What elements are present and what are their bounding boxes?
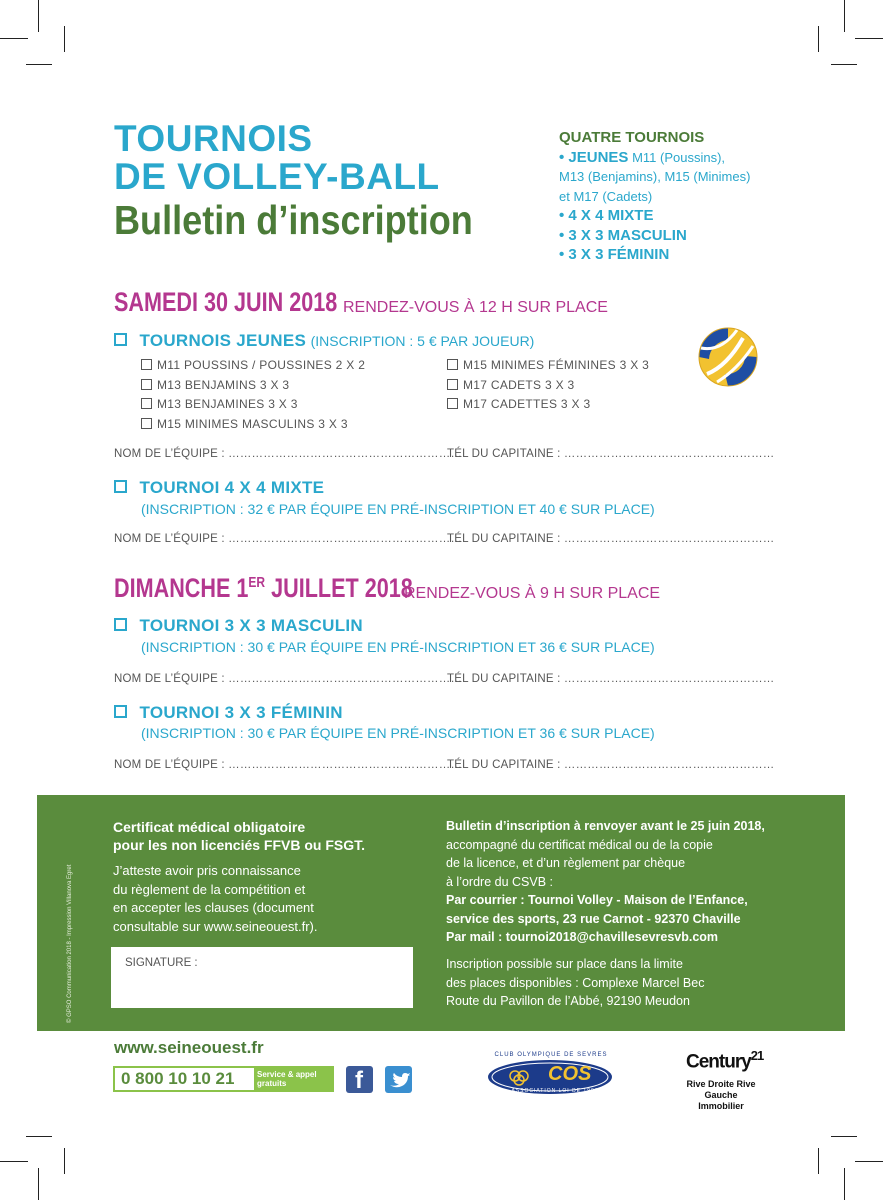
saturday-date: SAMEDI 30 JUIN 2018 [114, 287, 338, 317]
crop-mark [64, 1148, 65, 1174]
mixte-checkbox[interactable] [114, 480, 127, 493]
volleyball-icon [697, 326, 759, 388]
crop-mark [844, 1168, 845, 1200]
captain-phone-field[interactable]: TÉL DU CAPITAINE : ……………………………………………… [447, 759, 775, 771]
category-checkbox[interactable] [141, 418, 152, 429]
cos-top-text: CLUB OLYMPIQUE DE SEVRES [494, 1052, 608, 1058]
certificate-heading-line: pour les non licenciés FFVB ou FSGT. [113, 837, 366, 853]
feminin-note: (INSCRIPTION : 30 € PAR ÉQUIPE EN PRÉ-INSCRIPTION ET 36 € SUR PLACE) [141, 725, 655, 741]
century21-logo [686, 1048, 763, 1073]
summary-jeunes-detail: M11 (Poussins), [632, 149, 726, 165]
captain-phone-field[interactable]: TÉL DU CAPITAINE : ……………………………………………… [447, 533, 775, 545]
team-name-field[interactable]: NOM DE L’ÉQUIPE : …………………………………………………… [114, 673, 463, 685]
phone-tag: Service & appel gratuits [254, 1068, 332, 1090]
phone-number: 0 800 10 10 21 [121, 1069, 235, 1088]
category-checkbox[interactable] [141, 379, 152, 390]
category-label: M15 MINIMES MASCULINS 3 X 3 [157, 416, 348, 431]
sunday-date-prefix: DIMANCHE 1 [114, 573, 249, 603]
captain-phone-field[interactable]: TÉL DU CAPITAINE : ……………………………………………… [447, 673, 775, 685]
category-label: M17 CADETTES 3 X 3 [463, 397, 591, 411]
team-name-field[interactable]: NOM DE L’ÉQUIPE : …………………………………………………… [114, 759, 463, 771]
category-label: M13 BENJAMINS 3 X 3 [157, 377, 290, 392]
summary-heading: QUATRE TOURNOIS [559, 129, 705, 146]
phone-banner[interactable] [113, 1066, 334, 1092]
title-line-2: DE VOLLEY-BALL [114, 156, 440, 197]
jeunes-options-left [141, 356, 365, 434]
certificate-heading-line: Certificat médical obligatoire [113, 819, 306, 835]
registration-info-panel [37, 795, 845, 1031]
century21-agency [670, 1079, 772, 1112]
attestation-line: J’atteste avoir pris connaissance [113, 863, 301, 878]
signature-box[interactable] [111, 947, 413, 1008]
tournaments-summary [559, 128, 799, 265]
send-instructions [446, 817, 765, 947]
crop-mark [0, 1161, 28, 1162]
crop-mark [64, 26, 65, 52]
twitter-bird-icon [385, 1066, 412, 1093]
category-checkbox[interactable] [447, 379, 458, 390]
category-label: M17 CADETS 3 X 3 [463, 377, 575, 392]
send-line: de la licence, et d’un règlement par chèque [446, 856, 686, 870]
summary-item: • 3 X 3 FÉMININ [559, 246, 670, 263]
title-line-1: TOURNOIS [114, 118, 313, 159]
century21-line: Rive Droite Rive Gauche [686, 1079, 756, 1100]
crop-mark [831, 1136, 857, 1137]
crop-mark [855, 1161, 883, 1162]
mixte-row [114, 478, 324, 498]
summary-jeunes-label: • JEUNES [559, 148, 629, 166]
summary-item: • 3 X 3 MASCULIN [559, 226, 687, 244]
website-link[interactable]: www.seineouest.fr [114, 1038, 264, 1057]
masculin-note: (INSCRIPTION : 30 € PAR ÉQUIPE EN PRÉ-INSCRIPTION ET 36 € SUR PLACE) [141, 639, 655, 655]
attestation-line: en accepter les clauses (document [113, 900, 314, 915]
twitter-icon[interactable] [385, 1066, 412, 1093]
jeunes-checkbox[interactable] [114, 333, 127, 346]
signature-label: SIGNATURE : [125, 957, 198, 969]
century21-line: Immobilier [698, 1101, 744, 1111]
email-address[interactable]: Par mail : tournoi2018@chavillesevresvb.com [446, 930, 719, 944]
masculin-row [114, 616, 363, 636]
mixte-label: TOURNOI 4 X 4 MIXTE [139, 478, 325, 497]
jeunes-row [114, 331, 534, 351]
crop-mark [38, 0, 39, 32]
sunday-note: RENDEZ-VOUS À 9 H SUR PLACE [404, 585, 661, 602]
mail-address: Par courrier : Tournoi Volley - Maison de l’Enfance, [446, 893, 748, 907]
attestation-line: consultable sur www.seineouest.fr). [113, 918, 318, 934]
onsite-line: Inscription possible sur place dans la limite [446, 957, 683, 971]
category-label: M11 POUSSINS / POUSSINES 2 X 2 [157, 358, 366, 372]
page-subtitle: Bulletin d’inscription [114, 197, 473, 243]
summary-item: • 4 X 4 MIXTE [559, 207, 654, 224]
summary-jeunes-detail: et M17 (Cadets) [559, 188, 653, 204]
masculin-label: TOURNOI 3 X 3 MASCULIN [139, 616, 363, 635]
sunday-date-sup: ER [248, 574, 266, 591]
jeunes-label: TOURNOIS JEUNES [139, 331, 307, 350]
crop-mark [818, 1148, 819, 1174]
send-line: accompagné du certificat médical ou de la copie [446, 837, 713, 852]
category-label: M15 MINIMES FÉMININES 3 X 3 [463, 358, 650, 372]
saturday-note: RENDEZ-VOUS À 12 H SUR PLACE [343, 299, 608, 316]
feminin-checkbox[interactable] [114, 705, 127, 718]
category-checkbox[interactable] [141, 359, 152, 370]
category-label: M13 BENJAMINES 3 X 3 [157, 397, 298, 411]
crop-mark [844, 0, 845, 32]
sunday-date [114, 573, 413, 604]
team-name-field[interactable]: NOM DE L’ÉQUIPE : …………………………………………………… [114, 448, 463, 460]
onsite-line: Route du Pavillon de l’Abbé, 92190 Meudon [446, 994, 690, 1008]
onsite-line: des places disponibles : Complexe Marcel Bec [446, 975, 705, 990]
crop-mark [818, 26, 819, 52]
mixte-note: (INSCRIPTION : 32 € PAR ÉQUIPE EN PRÉ-INSCRIPTION ET 40 € SUR PLACE) [141, 501, 655, 517]
category-checkbox[interactable] [447, 398, 458, 409]
feminin-row [114, 703, 343, 723]
crop-mark [831, 64, 857, 65]
cos-name: COS [548, 1063, 592, 1085]
certificate-heading [113, 818, 365, 854]
onsite-info [446, 955, 704, 1011]
sunday-date-suffix: JUILLET 2018 [265, 573, 413, 603]
cos-bottom-text: ASSOCIATION LOI DE 1901 [511, 1088, 599, 1094]
jeunes-note: (INSCRIPTION : 5 € PAR JOUEUR) [310, 333, 535, 349]
category-checkbox[interactable] [447, 359, 458, 370]
category-checkbox[interactable] [141, 398, 152, 409]
masculin-checkbox[interactable] [114, 618, 127, 631]
crop-mark [0, 38, 28, 39]
send-line: à l’ordre du CSVB : [446, 874, 553, 889]
team-name-field[interactable]: NOM DE L’ÉQUIPE : …………………………………………………… [114, 533, 463, 545]
crop-mark [38, 1168, 39, 1200]
feminin-label: TOURNOI 3 X 3 FÉMININ [139, 703, 343, 722]
facebook-icon[interactable] [346, 1066, 373, 1093]
crop-mark [855, 38, 883, 39]
mail-address: service des sports, 23 rue Carnot - 92370 Chaville [446, 911, 741, 926]
crop-mark [26, 64, 52, 65]
attestation-text [113, 862, 317, 936]
century21-number: 21 [750, 1048, 764, 1063]
send-heading: Bulletin d’inscription à renvoyer avant le 25 juin 2018, [446, 819, 765, 833]
crop-mark [26, 1136, 52, 1137]
century21-name: Century [686, 1051, 751, 1073]
captain-phone-field[interactable]: TÉL DU CAPITAINE : ……………………………………………… [447, 448, 775, 460]
summary-jeunes-detail: M13 (Benjamins), M15 (Minimes) [559, 169, 751, 184]
attestation-line: du règlement de la compétition et [113, 881, 306, 897]
print-credit: © GPSO Communication 2018 - Impression Villanova Egret [67, 864, 73, 1023]
jeunes-options-right [447, 356, 649, 415]
facebook-glyph: f [355, 1067, 363, 1094]
